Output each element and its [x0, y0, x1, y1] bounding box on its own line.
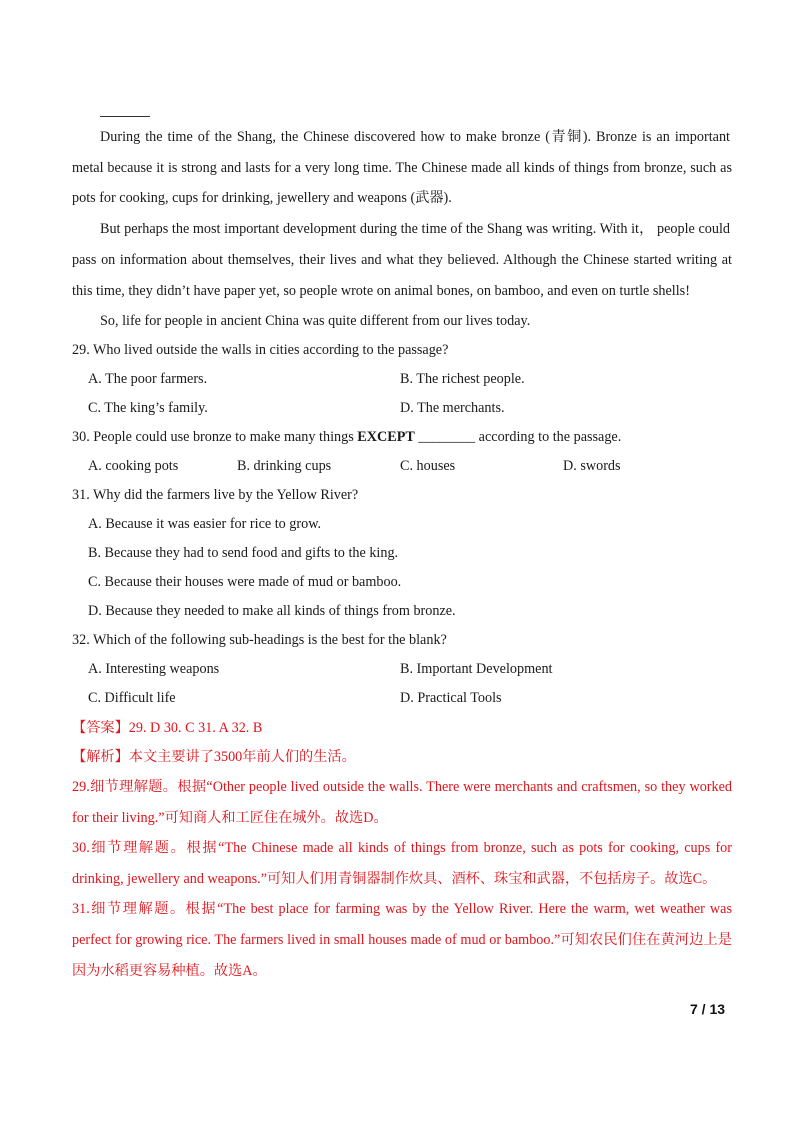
option-29-c: C. The king’s family. — [88, 400, 208, 416]
passage-line: pots for cooking, cups for drinking, jewellery and weapons (武器). — [72, 190, 452, 206]
explanation-30: 30.细节理解题。根据“The Chinese made all kinds of things from bronze, such as pots for cooking, cups for — [72, 840, 732, 856]
explanation-30: drinking, jewellery and weapons.”可知人们用青铜器制作炊具、酒杯、珠宝和武器，不包括房子。故选C。 — [72, 871, 717, 887]
question-30-stem-post: ________ according to the passage. — [414, 429, 622, 445]
answer-key: 【答案】29. D 30. C 31. A 32. B — [72, 720, 263, 736]
analysis-summary: 【解析】本文主要讲了3500年前人们的生活。 — [72, 749, 356, 765]
option-30-b: B. drinking cups — [237, 458, 332, 474]
passage-line: During the time of the Shang, the Chinese discovered how to make bronze (青铜). Bronze is an important — [100, 129, 730, 145]
option-31-c: C. Because their houses were made of mud or bamboo. — [88, 574, 402, 590]
explanation-29: 29.细节理解题。根据“Other people lived outside the walls. There were merchants and craftsmen, so they worked — [72, 779, 732, 795]
question-29-stem: 29. Who lived outside the walls in cities according to the passage? — [72, 342, 449, 358]
question-31-stem: 31. Why did the farmers live by the Yellow River? — [72, 487, 359, 503]
question-30-stem-bold: EXCEPT — [357, 429, 415, 445]
option-31-b: B. Because they had to send food and gifts to the king. — [88, 545, 399, 561]
option-30-c: C. houses — [400, 458, 456, 474]
explanation-31: 31.细节理解题。根据“The best place for farming was by the Yellow River. Here the warm, wet weather was — [72, 901, 732, 917]
passage-line: But perhaps the most important development during the time of the Shang was writing. With it， people could — [100, 221, 730, 237]
option-32-d: D. Practical Tools — [400, 690, 502, 706]
option-31-a: A. Because it was easier for rice to grow. — [88, 516, 322, 532]
question-30-stem-pre: 30. People could use bronze to make many things — [72, 429, 358, 445]
passage-line: pass on information about themselves, their lives and what they believed. Although the Chinese started writing at — [72, 252, 732, 268]
explanation-31: 因为水稻更容易种植。故选A。 — [72, 963, 267, 979]
blank-line — [100, 116, 150, 117]
option-30-d: D. swords — [563, 458, 621, 474]
question-30-stem — [72, 428, 732, 446]
explanation-29: for their living.”可知商人和工匠住在城外。故选D。 — [72, 810, 388, 826]
option-30-a: A. cooking pots — [88, 458, 179, 474]
explanation-31: perfect for growing rice. The farmers lived in small houses made of mud or bamboo.”可知农民们住在黄河边上是 — [72, 932, 732, 948]
option-32-b: B. Important Development — [400, 661, 553, 677]
passage-line: metal because it is strong and lasts for a very long time. The Chinese made all kinds of things from bronze, such as — [72, 160, 732, 176]
question-32-stem: 32. Which of the following sub-headings is the best for the blank? — [72, 632, 447, 648]
option-32-a: A. Interesting weapons — [88, 661, 220, 677]
option-29-b: B. The richest people. — [400, 371, 525, 387]
option-32-c: C. Difficult life — [88, 690, 176, 706]
passage-line: So, life for people in ancient China was quite different from our lives today. — [100, 313, 531, 329]
option-31-d: D. Because they needed to make all kinds of things from bronze. — [88, 603, 456, 619]
page-number: 7 / 13 — [690, 1001, 726, 1017]
option-29-d: D. The merchants. — [400, 400, 505, 416]
option-29-a: A. The poor farmers. — [88, 371, 208, 387]
passage-line: this time, they didn’t have paper yet, so people wrote on animal bones, on bamboo, and even on turtle shells! — [72, 283, 690, 299]
